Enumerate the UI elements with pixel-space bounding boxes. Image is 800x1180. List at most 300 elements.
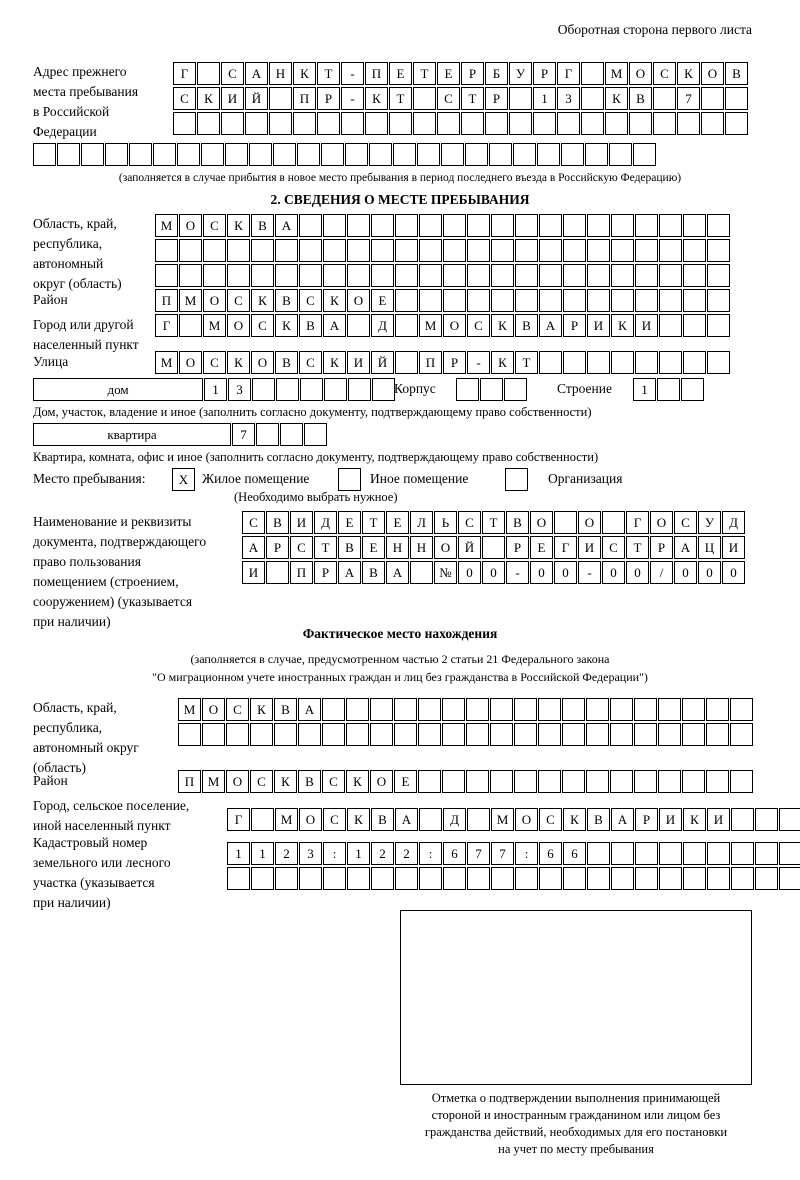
char-cell[interactable]: С	[251, 314, 274, 337]
korpus-cells[interactable]	[456, 378, 527, 401]
char-cell[interactable]	[413, 87, 436, 110]
char-cell[interactable]: О	[299, 808, 322, 831]
actual-region-row-2[interactable]	[178, 723, 753, 746]
char-cell[interactable]: С	[299, 351, 322, 374]
char-cell[interactable]	[581, 62, 604, 85]
char-cell[interactable]: Г	[626, 511, 649, 534]
char-cell[interactable]	[635, 239, 658, 262]
char-cell[interactable]: М	[605, 62, 628, 85]
char-cell[interactable]	[515, 867, 538, 890]
char-cell[interactable]	[179, 264, 202, 287]
char-cell[interactable]: П	[290, 561, 313, 584]
char-cell[interactable]: 1	[633, 378, 656, 401]
char-cell[interactable]	[251, 867, 274, 890]
char-cell[interactable]: К	[365, 87, 388, 110]
char-cell[interactable]: К	[323, 289, 346, 312]
char-cell[interactable]: С	[539, 808, 562, 831]
char-cell[interactable]	[347, 239, 370, 262]
char-cell[interactable]	[179, 239, 202, 262]
char-cell[interactable]	[297, 143, 320, 166]
char-cell[interactable]: А	[539, 314, 562, 337]
char-cell[interactable]: Р	[266, 536, 289, 559]
char-cell[interactable]	[461, 112, 484, 135]
char-cell[interactable]	[317, 112, 340, 135]
char-cell[interactable]	[707, 239, 730, 262]
char-cell[interactable]: -	[506, 561, 529, 584]
char-cell[interactable]: /	[650, 561, 673, 584]
char-cell[interactable]	[707, 842, 730, 865]
char-cell[interactable]: А	[323, 314, 346, 337]
char-cell[interactable]	[634, 770, 657, 793]
char-cell[interactable]	[587, 289, 610, 312]
char-cell[interactable]: В	[275, 351, 298, 374]
char-cell[interactable]	[731, 808, 754, 831]
char-cell[interactable]: В	[275, 289, 298, 312]
char-cell[interactable]: О	[701, 62, 724, 85]
char-cell[interactable]: -	[467, 351, 490, 374]
char-cell[interactable]: С	[221, 62, 244, 85]
stamp-box[interactable]	[400, 910, 752, 1085]
char-cell[interactable]	[251, 808, 274, 831]
char-cell[interactable]	[538, 723, 561, 746]
char-cell[interactable]: У	[509, 62, 532, 85]
char-cell[interactable]	[249, 143, 272, 166]
char-cell[interactable]: О	[179, 351, 202, 374]
char-cell[interactable]: И	[635, 314, 658, 337]
char-cell[interactable]: Г	[155, 314, 178, 337]
char-cell[interactable]: Ь	[434, 511, 457, 534]
flat-number-cells[interactable]	[232, 423, 327, 446]
char-cell[interactable]	[610, 698, 633, 721]
char-cell[interactable]: С	[653, 62, 676, 85]
char-cell[interactable]	[443, 867, 466, 890]
checkbox-organization[interactable]	[505, 468, 528, 491]
char-cell[interactable]: 3	[299, 842, 322, 865]
char-cell[interactable]: Е	[394, 770, 417, 793]
char-cell[interactable]	[562, 698, 585, 721]
char-cell[interactable]	[394, 698, 417, 721]
char-cell[interactable]: Л	[410, 511, 433, 534]
char-cell[interactable]: К	[346, 770, 369, 793]
char-cell[interactable]	[683, 214, 706, 237]
char-cell[interactable]: И	[722, 536, 745, 559]
char-cell[interactable]	[273, 143, 296, 166]
char-cell[interactable]	[677, 112, 700, 135]
char-cell[interactable]	[755, 842, 778, 865]
char-cell[interactable]: С	[226, 698, 249, 721]
char-cell[interactable]	[321, 143, 344, 166]
char-cell[interactable]	[256, 423, 279, 446]
char-cell[interactable]	[682, 723, 705, 746]
char-cell[interactable]	[562, 770, 585, 793]
char-cell[interactable]	[105, 143, 128, 166]
char-cell[interactable]	[586, 770, 609, 793]
char-cell[interactable]	[633, 143, 656, 166]
char-cell[interactable]: 6	[539, 842, 562, 865]
char-cell[interactable]	[299, 867, 322, 890]
char-cell[interactable]: П	[178, 770, 201, 793]
char-cell[interactable]	[509, 112, 532, 135]
char-cell[interactable]	[504, 378, 527, 401]
char-cell[interactable]: Т	[413, 62, 436, 85]
char-cell[interactable]	[509, 87, 532, 110]
char-cell[interactable]: Р	[485, 87, 508, 110]
char-cell[interactable]: К	[275, 314, 298, 337]
char-cell[interactable]: М	[419, 314, 442, 337]
char-cell[interactable]: Д	[314, 511, 337, 534]
char-cell[interactable]	[395, 289, 418, 312]
char-cell[interactable]: О	[434, 536, 457, 559]
char-cell[interactable]: 0	[674, 561, 697, 584]
char-cell[interactable]	[201, 143, 224, 166]
char-cell[interactable]	[611, 264, 634, 287]
char-cell[interactable]: С	[458, 511, 481, 534]
char-cell[interactable]: 0	[554, 561, 577, 584]
char-cell[interactable]: 7	[677, 87, 700, 110]
char-cell[interactable]: П	[155, 289, 178, 312]
char-cell[interactable]	[563, 351, 586, 374]
char-cell[interactable]	[323, 264, 346, 287]
char-cell[interactable]: К	[227, 214, 250, 237]
char-cell[interactable]	[348, 378, 371, 401]
section2-street-row[interactable]	[155, 351, 730, 374]
char-cell[interactable]	[442, 723, 465, 746]
char-cell[interactable]: -	[341, 87, 364, 110]
char-cell[interactable]	[515, 239, 538, 262]
char-cell[interactable]	[515, 264, 538, 287]
char-cell[interactable]: О	[370, 770, 393, 793]
char-cell[interactable]: С	[203, 214, 226, 237]
char-cell[interactable]	[298, 723, 321, 746]
char-cell[interactable]: К	[274, 770, 297, 793]
char-cell[interactable]	[539, 264, 562, 287]
house-word-field[interactable]: дом	[33, 378, 203, 401]
char-cell[interactable]	[581, 112, 604, 135]
flat-word-field[interactable]: квартира	[33, 423, 231, 446]
char-cell[interactable]: О	[347, 289, 370, 312]
char-cell[interactable]	[635, 264, 658, 287]
char-cell[interactable]	[275, 239, 298, 262]
char-cell[interactable]: Д	[371, 314, 394, 337]
char-cell[interactable]	[725, 87, 748, 110]
char-cell[interactable]: С	[227, 289, 250, 312]
char-cell[interactable]	[586, 698, 609, 721]
char-cell[interactable]	[707, 264, 730, 287]
char-cell[interactable]: С	[602, 536, 625, 559]
char-cell[interactable]: Н	[386, 536, 409, 559]
char-cell[interactable]	[533, 112, 556, 135]
char-cell[interactable]	[554, 511, 577, 534]
char-cell[interactable]	[683, 239, 706, 262]
checkbox-residential[interactable]: X	[172, 468, 195, 491]
checkbox-other-premise[interactable]	[338, 468, 361, 491]
char-cell[interactable]	[419, 289, 442, 312]
char-cell[interactable]: П	[419, 351, 442, 374]
char-cell[interactable]: -	[578, 561, 601, 584]
char-cell[interactable]	[610, 770, 633, 793]
char-cell[interactable]	[491, 264, 514, 287]
char-cell[interactable]	[653, 112, 676, 135]
char-cell[interactable]: К	[293, 62, 316, 85]
char-cell[interactable]	[635, 214, 658, 237]
char-cell[interactable]: К	[611, 314, 634, 337]
char-cell[interactable]	[395, 867, 418, 890]
char-cell[interactable]	[682, 770, 705, 793]
char-cell[interactable]	[609, 143, 632, 166]
char-cell[interactable]	[683, 867, 706, 890]
char-cell[interactable]	[587, 867, 610, 890]
char-cell[interactable]	[707, 314, 730, 337]
char-cell[interactable]: К	[347, 808, 370, 831]
char-cell[interactable]: Т	[626, 536, 649, 559]
char-cell[interactable]	[226, 723, 249, 746]
char-cell[interactable]: С	[250, 770, 273, 793]
char-cell[interactable]: А	[338, 561, 361, 584]
char-cell[interactable]: А	[275, 214, 298, 237]
char-cell[interactable]	[197, 112, 220, 135]
char-cell[interactable]	[129, 143, 152, 166]
char-cell[interactable]	[203, 264, 226, 287]
char-cell[interactable]	[173, 112, 196, 135]
char-cell[interactable]	[33, 143, 56, 166]
char-cell[interactable]	[629, 112, 652, 135]
char-cell[interactable]: 7	[491, 842, 514, 865]
char-cell[interactable]	[634, 698, 657, 721]
char-cell[interactable]: М	[155, 214, 178, 237]
char-cell[interactable]: 0	[626, 561, 649, 584]
char-cell[interactable]: И	[587, 314, 610, 337]
char-cell[interactable]	[563, 239, 586, 262]
char-cell[interactable]	[485, 112, 508, 135]
char-cell[interactable]	[300, 378, 323, 401]
char-cell[interactable]	[419, 808, 442, 831]
char-cell[interactable]	[731, 842, 754, 865]
char-cell[interactable]: Г	[227, 808, 250, 831]
char-cell[interactable]: Е	[389, 62, 412, 85]
char-cell[interactable]	[467, 808, 490, 831]
char-cell[interactable]: О	[226, 770, 249, 793]
char-cell[interactable]	[269, 112, 292, 135]
char-cell[interactable]: Р	[317, 87, 340, 110]
char-cell[interactable]	[611, 842, 634, 865]
doc-row-2[interactable]	[242, 536, 745, 559]
char-cell[interactable]: А	[386, 561, 409, 584]
char-cell[interactable]	[779, 808, 800, 831]
char-cell[interactable]: Н	[410, 536, 433, 559]
char-cell[interactable]: 2	[275, 842, 298, 865]
char-cell[interactable]: Е	[362, 536, 385, 559]
char-cell[interactable]: О	[530, 511, 553, 534]
char-cell[interactable]: -	[341, 62, 364, 85]
char-cell[interactable]	[280, 423, 303, 446]
char-cell[interactable]: П	[293, 87, 316, 110]
char-cell[interactable]	[602, 511, 625, 534]
char-cell[interactable]: 0	[530, 561, 553, 584]
char-cell[interactable]	[419, 239, 442, 262]
char-cell[interactable]	[610, 723, 633, 746]
char-cell[interactable]: 7	[467, 842, 490, 865]
char-cell[interactable]	[515, 214, 538, 237]
char-cell[interactable]: М	[275, 808, 298, 831]
char-cell[interactable]: Е	[371, 289, 394, 312]
char-cell[interactable]: Й	[245, 87, 268, 110]
char-cell[interactable]	[730, 770, 753, 793]
char-cell[interactable]	[513, 143, 536, 166]
char-cell[interactable]: А	[242, 536, 265, 559]
char-cell[interactable]: Е	[530, 536, 553, 559]
char-cell[interactable]: В	[251, 214, 274, 237]
char-cell[interactable]	[538, 698, 561, 721]
char-cell[interactable]	[418, 723, 441, 746]
char-cell[interactable]: К	[251, 289, 274, 312]
char-cell[interactable]: У	[698, 511, 721, 534]
char-cell[interactable]	[371, 264, 394, 287]
char-cell[interactable]	[480, 378, 503, 401]
char-cell[interactable]: 6	[563, 842, 586, 865]
char-cell[interactable]: Т	[389, 87, 412, 110]
char-cell[interactable]	[701, 112, 724, 135]
char-cell[interactable]	[491, 289, 514, 312]
char-cell[interactable]	[371, 239, 394, 262]
char-cell[interactable]: С	[467, 314, 490, 337]
char-cell[interactable]: И	[347, 351, 370, 374]
char-cell[interactable]: 1	[251, 842, 274, 865]
char-cell[interactable]	[227, 867, 250, 890]
char-cell[interactable]	[659, 842, 682, 865]
char-cell[interactable]: Д	[722, 511, 745, 534]
char-cell[interactable]	[443, 214, 466, 237]
char-cell[interactable]	[179, 314, 202, 337]
char-cell[interactable]	[418, 770, 441, 793]
char-cell[interactable]: О	[179, 214, 202, 237]
char-cell[interactable]	[707, 351, 730, 374]
char-cell[interactable]: М	[178, 698, 201, 721]
char-cell[interactable]: П	[365, 62, 388, 85]
char-cell[interactable]	[586, 723, 609, 746]
char-cell[interactable]	[371, 214, 394, 237]
char-cell[interactable]	[514, 770, 537, 793]
char-cell[interactable]: Т	[314, 536, 337, 559]
char-cell[interactable]	[323, 867, 346, 890]
char-cell[interactable]	[395, 214, 418, 237]
char-cell[interactable]	[266, 561, 289, 584]
char-cell[interactable]	[221, 112, 244, 135]
char-cell[interactable]	[706, 770, 729, 793]
actual-district-row[interactable]	[178, 770, 753, 793]
char-cell[interactable]	[585, 143, 608, 166]
char-cell[interactable]: 0	[602, 561, 625, 584]
char-cell[interactable]	[155, 239, 178, 262]
char-cell[interactable]: Р	[533, 62, 556, 85]
char-cell[interactable]: 1	[533, 87, 556, 110]
char-cell[interactable]	[539, 867, 562, 890]
char-cell[interactable]	[707, 214, 730, 237]
char-cell[interactable]	[659, 289, 682, 312]
char-cell[interactable]	[683, 264, 706, 287]
char-cell[interactable]	[491, 239, 514, 262]
char-cell[interactable]	[490, 698, 513, 721]
char-cell[interactable]: М	[179, 289, 202, 312]
char-cell[interactable]: 0	[698, 561, 721, 584]
char-cell[interactable]	[611, 214, 634, 237]
char-cell[interactable]	[635, 867, 658, 890]
char-cell[interactable]	[730, 723, 753, 746]
char-cell[interactable]: С	[299, 289, 322, 312]
char-cell[interactable]: Ц	[698, 536, 721, 559]
char-cell[interactable]: О	[202, 698, 225, 721]
char-cell[interactable]: М	[155, 351, 178, 374]
char-cell[interactable]	[369, 143, 392, 166]
char-cell[interactable]: К	[323, 351, 346, 374]
char-cell[interactable]: 0	[482, 561, 505, 584]
char-cell[interactable]	[346, 698, 369, 721]
char-cell[interactable]	[683, 351, 706, 374]
char-cell[interactable]: О	[515, 808, 538, 831]
char-cell[interactable]	[635, 289, 658, 312]
char-cell[interactable]	[755, 867, 778, 890]
char-cell[interactable]: К	[563, 808, 586, 831]
char-cell[interactable]	[203, 239, 226, 262]
char-cell[interactable]: О	[578, 511, 601, 534]
char-cell[interactable]	[225, 143, 248, 166]
char-cell[interactable]	[587, 239, 610, 262]
char-cell[interactable]: К	[227, 351, 250, 374]
char-cell[interactable]	[347, 867, 370, 890]
char-cell[interactable]	[706, 723, 729, 746]
char-cell[interactable]	[465, 143, 488, 166]
char-cell[interactable]	[730, 698, 753, 721]
char-cell[interactable]: М	[203, 314, 226, 337]
char-cell[interactable]: 0	[458, 561, 481, 584]
char-cell[interactable]	[563, 214, 586, 237]
char-cell[interactable]: Р	[461, 62, 484, 85]
actual-region-row-1[interactable]	[178, 698, 753, 721]
char-cell[interactable]	[365, 112, 388, 135]
char-cell[interactable]	[299, 264, 322, 287]
char-cell[interactable]	[467, 867, 490, 890]
char-cell[interactable]	[395, 264, 418, 287]
char-cell[interactable]: :	[419, 842, 442, 865]
char-cell[interactable]	[293, 112, 316, 135]
char-cell[interactable]: С	[322, 770, 345, 793]
prev-address-row-3[interactable]	[173, 112, 748, 135]
char-cell[interactable]	[491, 867, 514, 890]
char-cell[interactable]	[57, 143, 80, 166]
char-cell[interactable]	[537, 143, 560, 166]
char-cell[interactable]	[683, 842, 706, 865]
section2-region-row-1[interactable]	[155, 214, 730, 237]
char-cell[interactable]: И	[578, 536, 601, 559]
char-cell[interactable]	[659, 264, 682, 287]
prev-address-row-4[interactable]	[33, 143, 656, 166]
char-cell[interactable]	[561, 143, 584, 166]
char-cell[interactable]: С	[242, 511, 265, 534]
char-cell[interactable]: В	[274, 698, 297, 721]
char-cell[interactable]: К	[491, 314, 514, 337]
char-cell[interactable]: В	[725, 62, 748, 85]
char-cell[interactable]	[371, 867, 394, 890]
char-cell[interactable]	[178, 723, 201, 746]
char-cell[interactable]	[251, 264, 274, 287]
section2-city-row[interactable]	[155, 314, 730, 337]
char-cell[interactable]	[372, 378, 395, 401]
doc-row-1[interactable]	[242, 511, 745, 534]
char-cell[interactable]: Е	[338, 511, 361, 534]
char-cell[interactable]	[538, 770, 561, 793]
char-cell[interactable]	[563, 867, 586, 890]
char-cell[interactable]: И	[221, 87, 244, 110]
char-cell[interactable]	[779, 867, 800, 890]
